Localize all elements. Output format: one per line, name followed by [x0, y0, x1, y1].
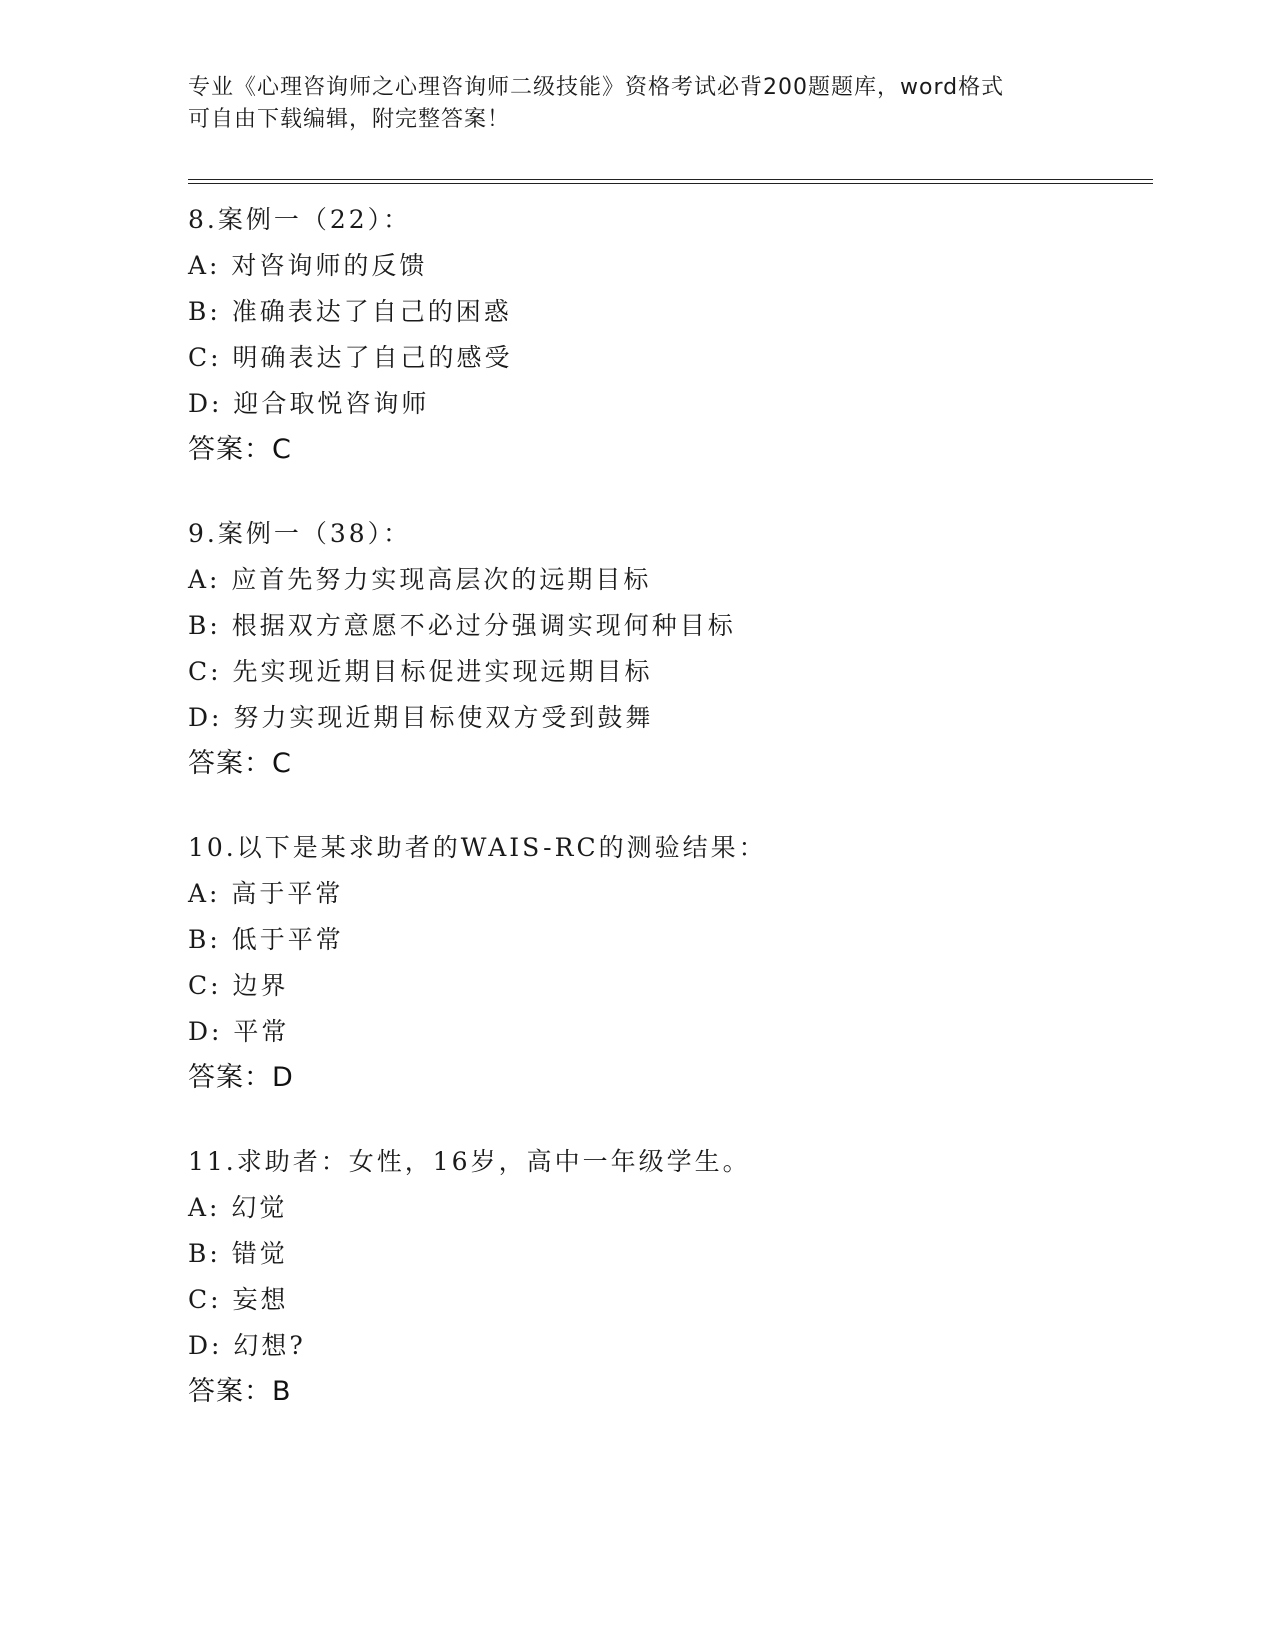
answer-text: 答案：D: [188, 1062, 294, 1093]
question-title: 8.案例一（22）：: [188, 205, 412, 234]
option-b: B: 低于平常: [188, 925, 344, 954]
option-c: C: 妄想: [188, 1285, 289, 1314]
answer-text: 答案：C: [188, 748, 292, 779]
option-c: C: 明确表达了自己的感受: [188, 343, 513, 372]
option-a: A: 高于平常: [188, 879, 344, 908]
option-b: B: 根据双方意愿不必过分强调实现何种目标: [188, 611, 736, 640]
option-a: A: 对咨询师的反馈: [188, 251, 428, 280]
header-divider-bottom: [188, 183, 1153, 184]
option-b: B: 错觉: [188, 1239, 288, 1268]
header-line-1: 专业《心理咨询师之心理咨询师二级技能》资格考试必背200题题库，word格式: [188, 75, 1005, 100]
option-d: D: 平常: [188, 1017, 290, 1046]
header-divider-top: [188, 179, 1153, 180]
question-title: 9.案例一（38）：: [188, 519, 412, 548]
option-a: A: 幻觉: [188, 1193, 288, 1222]
option-d: D: 幻想?: [188, 1331, 306, 1360]
header-line-2: 可自由下载编辑，附完整答案！: [188, 107, 511, 132]
option-d: D: 迎合取悦咨询师: [188, 389, 430, 418]
question-11: [188, 1139, 1148, 1415]
question-title: 10.以下是某求助者的WAIS-RC的测验结果：: [188, 833, 767, 862]
option-c: C: 先实现近期目标促进实现远期目标: [188, 657, 653, 686]
option-d: D: 努力实现近期目标使双方受到鼓舞: [188, 703, 654, 732]
option-c: C: 边界: [188, 971, 289, 1000]
question-8: [188, 197, 1148, 473]
answer-text: 答案：B: [188, 1376, 292, 1407]
question-9: [188, 511, 1148, 787]
question-10: [188, 825, 1148, 1101]
question-title: 11.求助者：女性，16岁，高中一年级学生。: [188, 1147, 751, 1176]
option-a: A: 应首先努力实现高层次的远期目标: [188, 565, 652, 594]
document-header: [188, 72, 1088, 136]
answer-text: 答案：C: [188, 434, 292, 465]
option-b: B: 准确表达了自己的困惑: [188, 297, 512, 326]
